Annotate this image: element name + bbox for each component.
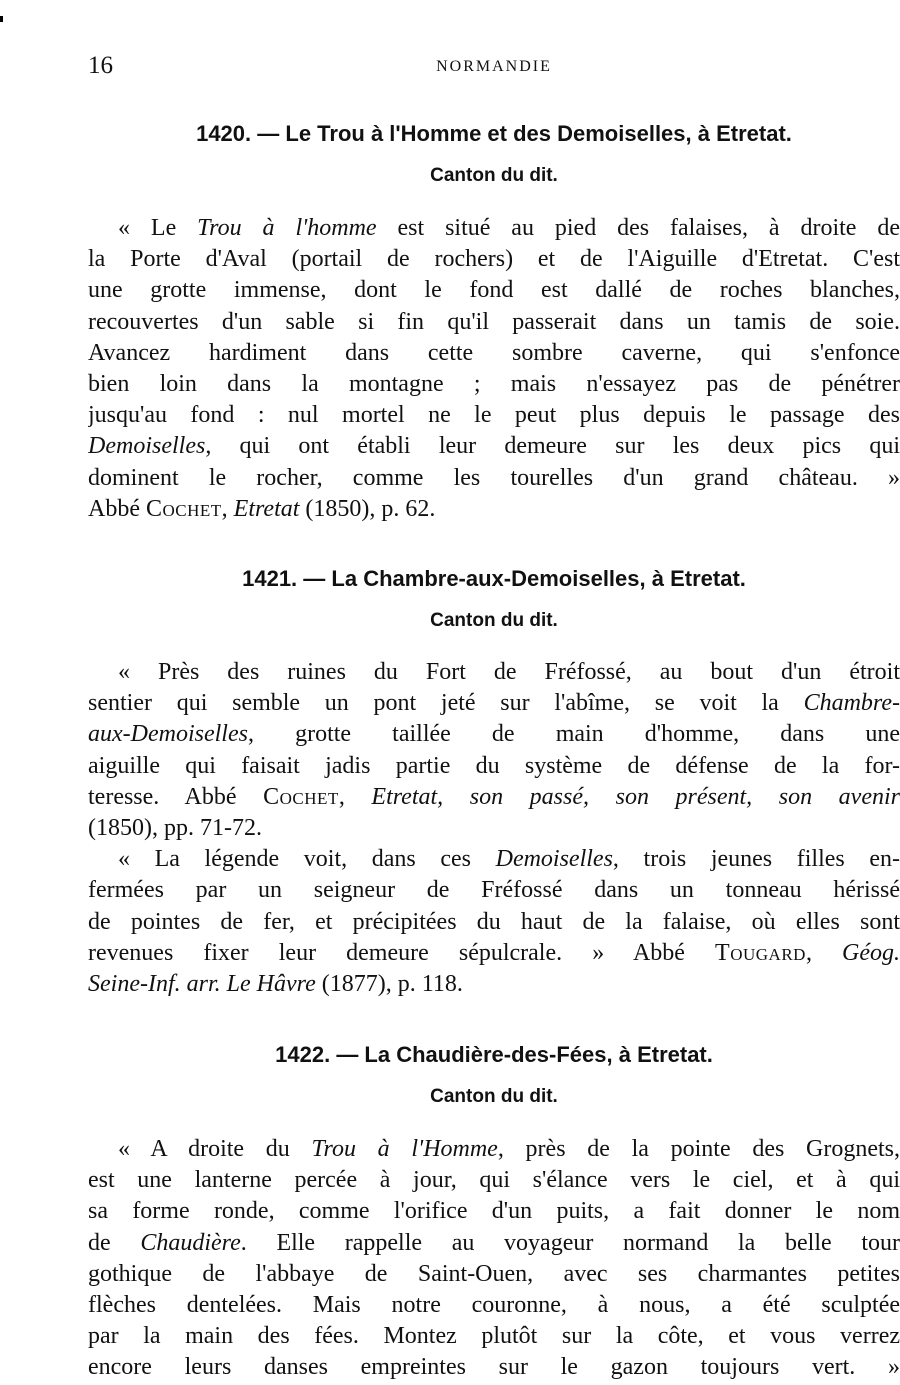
text-line: de Chaudière. Elle rappelle au voyageur normand la belle tour [88, 1229, 900, 1256]
text-line: sa forme ronde, comme l'orifice d'un puits, a fait donner le nom [88, 1198, 900, 1225]
text-line: de pointes de fer, et précipitées du haut de la falaise, où elles sont [88, 908, 900, 935]
entry-number: 1420. [196, 121, 252, 146]
text-line: aux-Demoiselles, grotte taillée de main d'homme, dans une [88, 721, 900, 748]
entry-1420-title [88, 121, 900, 147]
text-line: gothique de l'abbaye de Saint-Ouen, avec ses charmantes petites [88, 1260, 900, 1287]
text-line: fermées par un seigneur de Fréfossé dans un tonneau hérissé [88, 877, 900, 904]
entry-1421-body [88, 657, 900, 1000]
text-line: dominent le rocher, comme les tourelles d'un grand château. » [88, 464, 900, 491]
entry-1422-title [88, 1042, 900, 1068]
citation-line: Abbé Cochet, Etretat (1850), p. 62. [88, 495, 436, 522]
entry-1420-canton: Canton du dit. [430, 165, 558, 186]
text-line: aiguille qui faisait jadis partie du système de défense de la for- [88, 752, 900, 779]
text-line: la Porte d'Aval (portail de rochers) et de l'Aiguille d'Etretat. C'est [88, 246, 900, 273]
page-header [88, 52, 900, 84]
entry-number: 1422. [275, 1042, 331, 1067]
text-line: Avancez hardiment dans cette sombre caverne, qui s'enfonce [88, 339, 900, 366]
entry-1421-title [88, 566, 900, 592]
entry-1422-canton: Canton du dit. [430, 1086, 558, 1107]
text-line: « Près des ruines du Fort de Fréfossé, au bout d'un étroit [118, 659, 900, 685]
text-line: (1850), pp. 71-72. [88, 814, 262, 841]
text-line: recouvertes d'un sable si fin qu'il passerait dans un tamis de soie. [88, 308, 900, 335]
text-line: par la main des fées. Montez plutôt sur la côte, et vous verrez [88, 1323, 900, 1350]
text-line: revenues fixer leur demeure sépulcrale. » Abbé Tougard, Géog. [88, 939, 900, 966]
text-line: encore leurs danses empreintes sur le gazon toujours vert. » [88, 1354, 900, 1381]
entry-title-text: — Le Trou à l'Homme et des Demoiselles, à Etretat. [257, 121, 792, 146]
text-line: « Le Trou à l'homme est situé au pied des falaises, à droite de [118, 215, 900, 241]
entry-title-text: — La Chambre-aux-Demoiselles, à Etretat. [303, 566, 746, 591]
entry-1420-body [88, 213, 900, 525]
text-line: « A droite du Trou à l'Homme, près de la pointe des Grognets, [118, 1136, 900, 1162]
page-number: 16 [88, 52, 113, 79]
entry-1422-body [88, 1134, 900, 1384]
entry-title-text: — La Chaudière-des-Fées, à Etretat. [336, 1042, 713, 1067]
text-line: bien loin dans la montagne ; mais n'essayez pas de pénétrer [88, 370, 900, 397]
text-line: sentier qui semble un pont jeté sur l'abîme, se voit la Chambre- [88, 690, 900, 717]
text-line: flèches dentelées. Mais notre couronne, à nous, a été sculptée [88, 1291, 900, 1318]
running-title: NORMANDIE [436, 58, 552, 75]
text-line: « La légende voit, dans ces Demoiselles, trois jeunes filles en- [118, 846, 900, 873]
entry-number: 1421. [242, 566, 298, 591]
text-line: Demoiselles, qui ont établi leur demeure sur les deux pics qui [88, 433, 900, 460]
text-line: jusqu'au fond : nul mortel ne le peut plus depuis le passage des [88, 402, 900, 429]
text-line: teresse. Abbé Cochet, Etretat, son passé, son présent, son avenir [88, 783, 900, 810]
scan-edge-mark [0, 16, 3, 22]
citation-line: Seine-Inf. arr. Le Hâvre (1877), p. 118. [88, 970, 463, 997]
entry-1421-canton: Canton du dit. [430, 610, 558, 631]
text-line: est une lanterne percée à jour, qui s'élance vers le ciel, et à qui [88, 1167, 900, 1194]
text-line: une grotte immense, dont le fond est dallé de roches blanches, [88, 277, 900, 304]
